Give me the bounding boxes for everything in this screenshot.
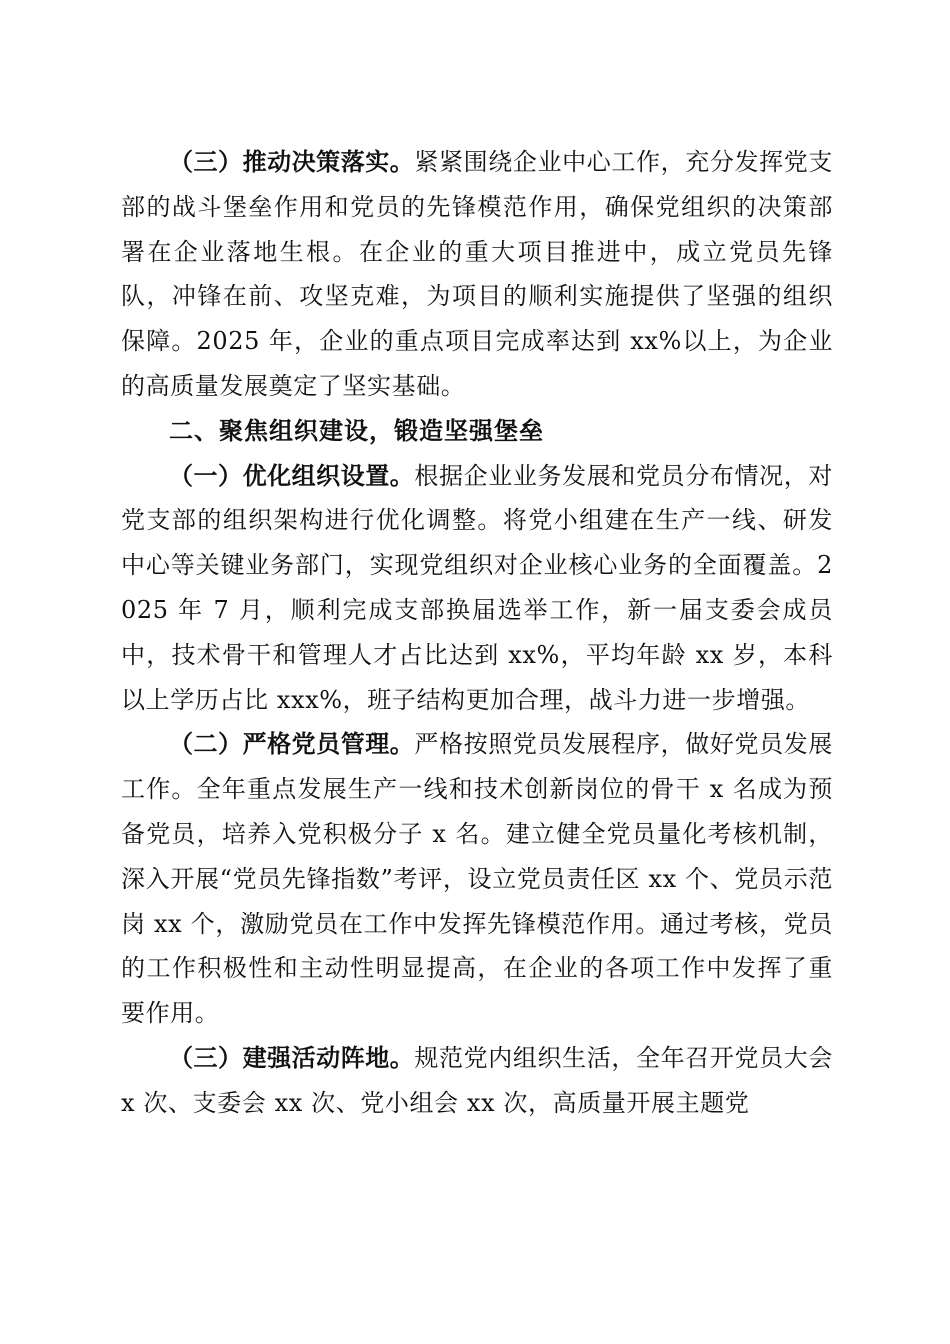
document-body bbox=[121, 140, 833, 1126]
paragraph-activity-base bbox=[121, 1036, 833, 1126]
paragraph-lead: （二）严格党员管理。 bbox=[169, 730, 415, 759]
paragraph-text: 规范党内组织生活，全年召开党员大会 x 次、支委会 xx 次、党小组会 xx 次，高质量开展主题党 bbox=[121, 1043, 834, 1117]
section-heading: 二、聚焦组织建设，锻造坚强堡垒 bbox=[169, 416, 544, 445]
paragraph-lead: （一）优化组织设置。 bbox=[169, 461, 415, 490]
paragraph-lead: （三）建强活动阵地。 bbox=[169, 1043, 415, 1072]
paragraph-lead: （三）推动决策落实。 bbox=[169, 148, 415, 176]
paragraph-member-management bbox=[121, 722, 833, 1036]
paragraph-optimize-organization bbox=[121, 454, 833, 723]
paragraph-text: 根据企业业务发展和党员分布情况，对党支部的组织架构进行优化调整。将党小组建在生产一线、研发中心等关键业务部门，实现党组织对企业核心业务的全面覆盖。2025 年 7 月，顺利完成支部换届选举工作，新一届支委会成员中，技术骨干和管理人才占比达到 xx%，平均年龄 xx 岁，本科以上学历占比 xxx%，班子结构更加合理，战斗力进一步增强。 bbox=[121, 461, 834, 714]
paragraph-text: 严格按照党员发展程序，做好党员发展工作。全年重点发展生产一线和技术创新岗位的骨干 x 名成为预备党员，培养入党积极分子 x 名。建立健全党员量化考核机制，深入开展“党员先锋指数”考评，设立党员责任区 xx 个、党员示范岗 xx 个，激励党员在工作中发挥先锋模范作用。通过考核，党员的工作积极性和主动性明显提高，在企业的各项工作中发挥了重要作用。 bbox=[121, 730, 834, 1028]
paragraph-text: 紧紧围绕企业中心工作，充分发挥党支部的战斗堡垒作用和党员的先锋模范作用，确保党组织的决策部署在企业落地生根。在企业的重大项目推进中，成立党员先锋队，冲锋在前、攻坚克难，为项目的顺利实施提供了坚强的组织保障。2025 年，企业的重点项目完成率达到 xx%以上，为企业的高质量发展奠定了坚实基础。 bbox=[121, 148, 834, 400]
paragraph-promote-decision bbox=[121, 140, 833, 409]
